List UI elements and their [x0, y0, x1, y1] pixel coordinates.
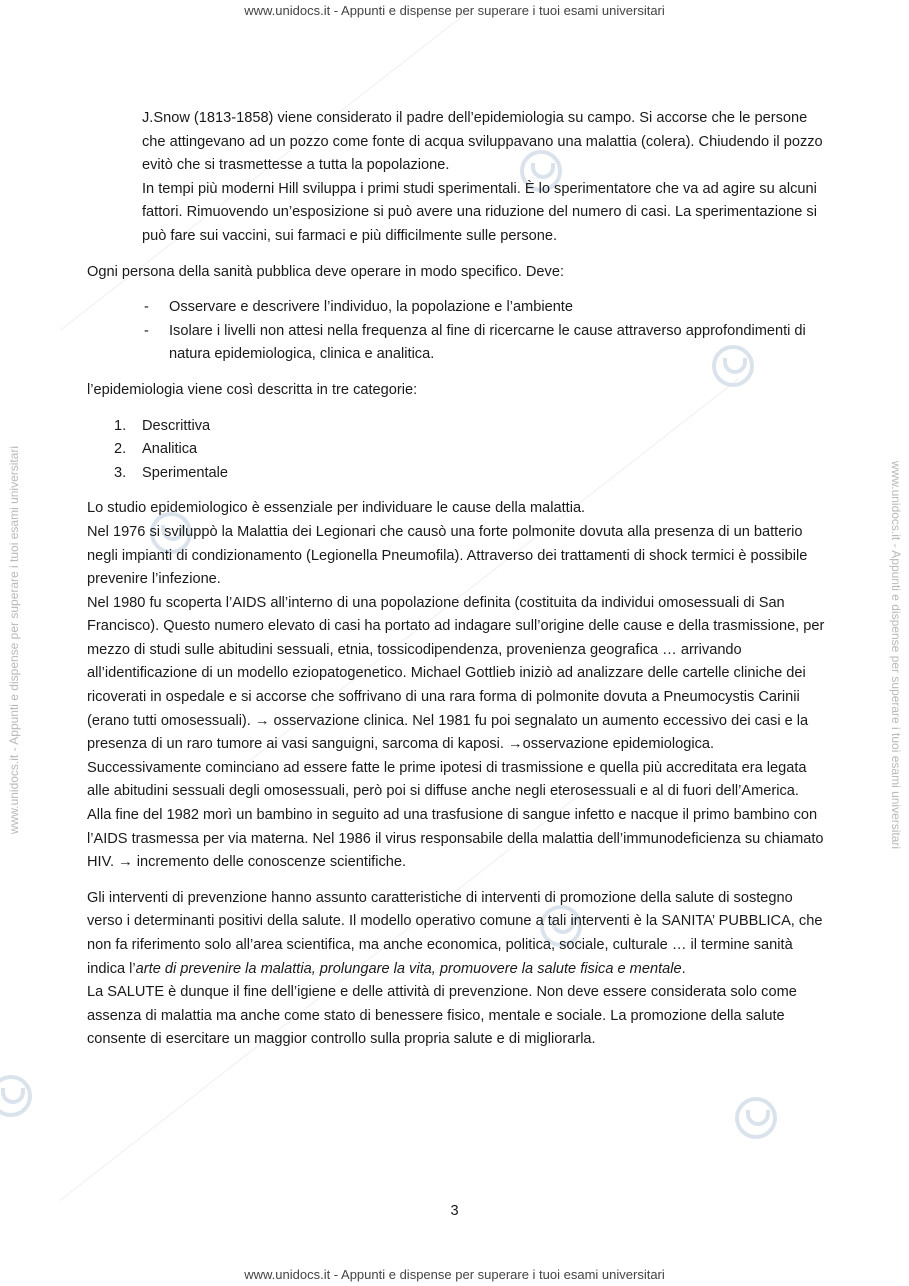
paragraph-snow: J.Snow (1813-1858) viene considerato il padre dell’epidemiologia su campo. Si accorse che le persone che attingevano ad un pozzo come fonte di acqua sviluppavano una malattia (colera). Chiudendo il pozzo evitò che si trasmettesse a tutta la popolazione. [142, 110, 823, 174]
dash-list [87, 296, 825, 367]
paragraph-aids: Nel 1980 fu scoperta l’AIDS all’interno di una popolazione definita (costituita da individui omosessuali di San Francisco). Questo numero elevato di casi ha portato ad indagare sull’origine delle cause e della trasmissione, per mezzo di studi sulle abitudini sessuali, etnia, tossicodipendenza, provenienza geografica … arrivando all’identificazione di un modello eziopatogenetico. Michael Gottlieb iniziò ad analizzare delle cartelle cliniche dei ricoverati in ospedale e si accorse che soffrivano di una rara forma di polmonite dovuta a Pneumocystis Carinii (erano tutti omosessuali). → osservazione clinica. Nel 1981 fu poi segnalato un aumento eccessivo dei casi e la presenza di un raro tumore ai vasi sanguigni, sarcoma di kaposi. →osservazione epidemiologica. Successivamente cominciano ad essere fatte le prime ipotesi di trasmissione e quella più accreditata era legata alle abitudini sessuali degli omosessuali, però poi si diffuse anche negli eterosessuali e al di fuori dell’America. Alla fine del 1982 morì un bambino in seguito ad una trasfusione di sangue infetto e nacque il primo bambino con l’AIDS trasmessa per via materna. Nel 1986 il virus responsabile della malattia dell’immunodeficienza su chiamato HIV. → incremento delle conoscenze scientifiche. [87, 594, 825, 871]
watermark-logo-icon [735, 1097, 777, 1139]
numbered-list [87, 415, 825, 486]
list-item: 3. Sperimentale [114, 464, 228, 481]
paragraph-categorie-intro: l’epidemiologia viene così descritta in tre categorie: [87, 381, 418, 398]
watermark-logo-icon [0, 1075, 32, 1117]
page-number: 3 [450, 1203, 459, 1219]
watermark-left-side: www.unidocs.it - Appunti e dispense per superare i tuoi esami universitari [7, 445, 21, 835]
list-item: 2. Analitica [114, 441, 198, 458]
watermark-footer [0, 1267, 909, 1282]
paragraph-ogni-persona: Ogni persona della sanità pubblica deve operare in modo specifico. Deve: [87, 263, 565, 280]
paragraph-legionari: Nel 1976 si sviluppò la Malattia dei Legionari che causò una forte polmonite dovuta alla presenza di un batterio negli impianti di condizionamento (Legionella Pneumofila). Attraverso dei trattamenti di shock termici è possibile prevenire l’infezione. [87, 523, 808, 588]
paragraph-studio: Lo studio epidemiologico è essenziale per individuare le cause della malattia. [87, 500, 586, 517]
paragraph-salute: La SALUTE è dunque il fine dell’igiene e delle attività di prevenzione. Non deve essere considerata solo come assenza di malattia ma anche come stato di benessere fisico, mentale e sociale. La promozione della salute consente di esercitare un maggior controllo sulla propria salute e di migliorarla. [87, 984, 797, 1048]
paragraph-interventi: Gli interventi di prevenzione hanno assunto caratteristiche di interventi di promozione della salute di sostegno verso i determinanti positivi della salute. Il modello operativo comune a tali interventi è la SANITA’ PUBBLICA, che non fa riferimento solo all’area scientifica, ma anche economica, politica, sociale, culturale … il termine sanità indica l’arte di prevenire la malattia, prolungare la vita, promuovere la salute fisica e mentale. [87, 889, 823, 977]
watermark-header [0, 3, 909, 18]
paragraph-hill: In tempi più moderni Hill sviluppa i primi studi sperimentali. È lo sperimentatore che va ad agire su alcuni fattori. Rimuovendo un’esposizione si può avere una riduzione del numero di casi. La sperimentazione si può fare sui vaccini, sui farmaci e più difficilmente sulle persone. [142, 180, 817, 244]
list-item: - Osservare e descrivere l’individuo, la popolazione e l’ambiente [144, 299, 573, 316]
watermark-footer-text: www.unidocs.it - Appunti e dispense per superare i tuoi esami universitari [244, 1267, 665, 1282]
italic-definition: arte di prevenire la malattia, prolungare la vita, promuovere la salute fisica e mentale [135, 960, 682, 977]
watermark-header-text: www.unidocs.it - Appunti e dispense per superare i tuoi esami universitari [244, 3, 665, 18]
watermark-right-side: www.unidocs.it - Appunti e dispense per superare i tuoi esami universitari [889, 460, 903, 850]
list-item: - Isolare i livelli non attesi nella frequenza al fine di ricercarne le cause attraverso approfondimenti di natura epidemiologica, clinica e analitica. [144, 322, 806, 363]
document-body [87, 107, 825, 1052]
list-item: 1. Descrittiva [114, 417, 211, 434]
